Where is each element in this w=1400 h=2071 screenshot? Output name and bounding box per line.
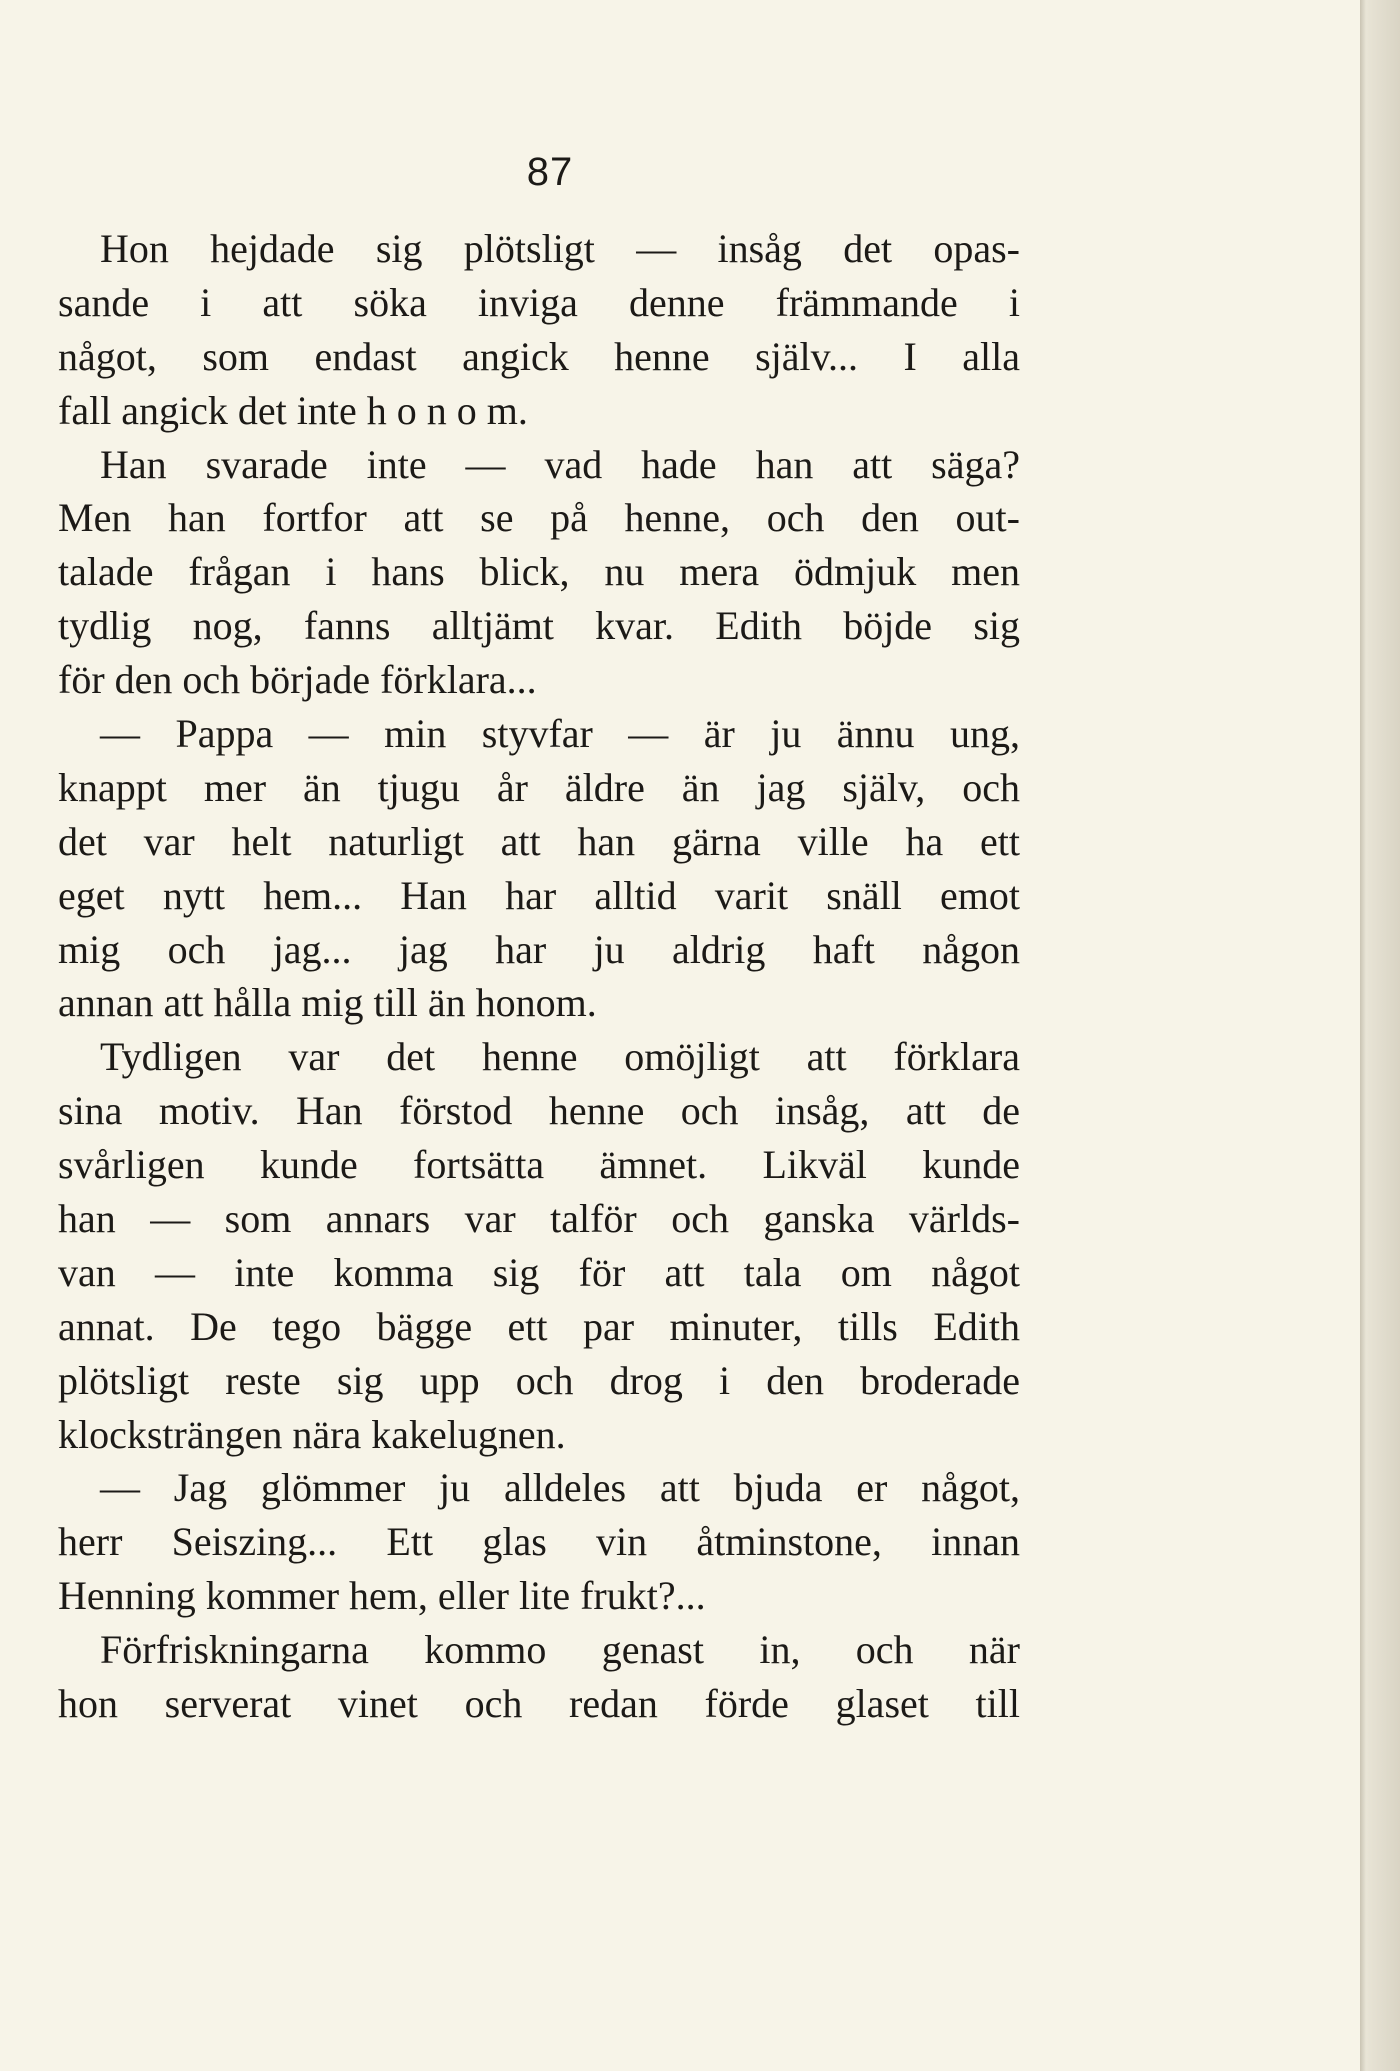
text-line: klocksträngen nära kakelugnen. [58,1411,566,1457]
text-line: svårligen kunde fortsätta ämnet. Likväl kunde [58,1142,1020,1188]
text-line: Henning kommer hem, eller lite frukt?... [58,1573,706,1619]
text-line: annan att hålla mig till än honom. [58,980,597,1026]
text-line: sina motiv. Han förstod henne och insåg, att de [58,1088,1020,1134]
page-number: 87 [526,150,574,194]
text-line: han — som annars var talför och ganska världs- [58,1196,1020,1242]
text-line: knappt mer än tjugu år äldre än jag själv, och [58,764,1020,810]
text-line: — Pappa — min styvfar — är ju ännu ung, [100,711,1020,757]
text-line: herr Seiszing... Ett glas vin åtminstone, innan [58,1519,1020,1565]
text-line: fall angick det inte h o n o m. [58,387,528,433]
text-line: mig och jag... jag har ju aldrig haft någon [58,926,1020,972]
text-line: hon serverat vinet och redan förde glaset till [58,1681,1020,1727]
text-line: van — inte komma sig för att tala om något [58,1249,1020,1295]
text-line: Förfriskningarna kommo genast in, och när [100,1627,1020,1673]
text-line: talade frågan i hans blick, nu mera ödmjuk men [58,549,1020,595]
text-line: för den och började förklara... [58,657,537,703]
body-text [58,222,1020,1731]
text-line: Tydligen var det henne omöjligt att förklara [100,1034,1020,1080]
text-line: eget nytt hem... Han har alltid varit snäll emot [58,872,1020,918]
page-edge [1360,0,1400,2071]
text-line: Han svarade inte — vad hade han att säga? [100,441,1020,487]
text-line: sande i att söka inviga denne främmande i [58,279,1020,325]
text-line: — Jag glömmer ju alldeles att bjuda er något, [100,1465,1020,1511]
text-line: plötsligt reste sig upp och drog i den broderade [58,1357,1020,1403]
text-line: annat. De tego bägge ett par minuter, tills Edith [58,1303,1020,1349]
text-line: något, som endast angick henne själv... I alla [58,333,1020,379]
text-line: det var helt naturligt att han gärna ville ha ett [58,818,1020,864]
text-line: tydlig nog, fanns alltjämt kvar. Edith böjde sig [58,603,1020,649]
text-line: Hon hejdade sig plötsligt — insåg det opas- [100,226,1020,271]
text-line: Men han fortfor att se på henne, och den out- [58,495,1020,541]
